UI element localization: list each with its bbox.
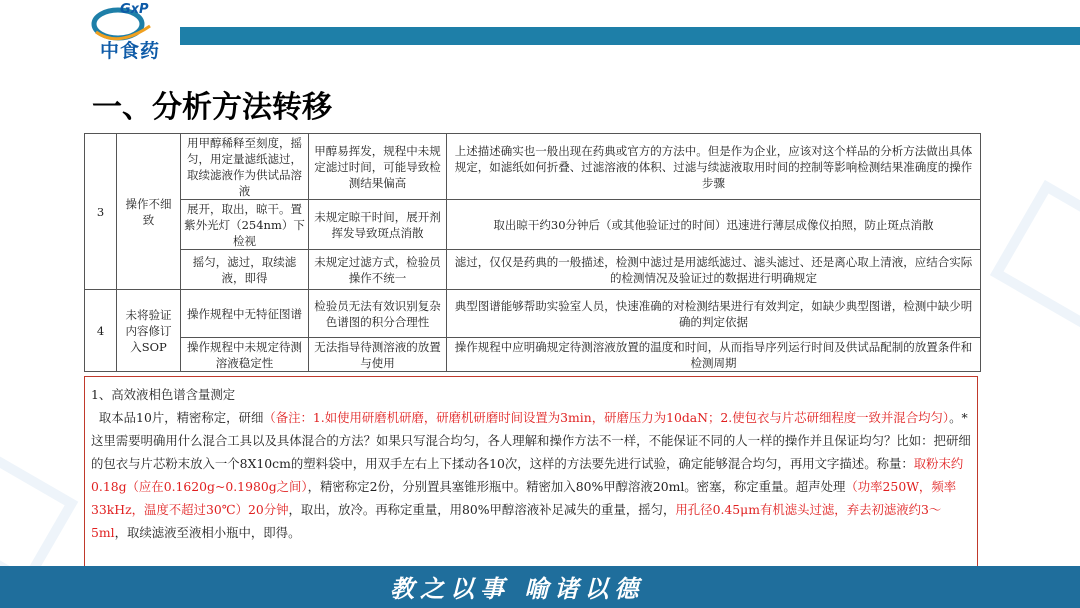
table-row — [85, 200, 981, 250]
table-row — [85, 250, 981, 290]
row-category: 操作不细致 — [117, 134, 181, 290]
table-cell: 用甲醇稀释至刻度，摇匀，用定量滤纸滤过，取续滤液作为供试品溶液 — [181, 134, 309, 200]
remark-text: ，取续滤液至液相小瓶中，即得。 — [114, 525, 301, 540]
table-row — [85, 338, 981, 372]
table-cell: 上述描述确实也一般出现在药典或官方的方法中。但是作为企业，应该对这个样品的分析方法做出具体规定，如滤纸如何折叠、过滤溶液的体积、过滤与续滤液取用时间的控制等影响检测结果准确度的操作步骤 — [447, 134, 981, 200]
hexagon-decoration — [990, 180, 1080, 330]
table-cell: 未规定晾干时间，展开剂挥发导致斑点消散 — [309, 200, 447, 250]
table-cell: 操作规程中应明确规定待测溶液放置的温度和时间，从而指导序列运行时间及供试品配制的放置条件和检测周期 — [447, 338, 981, 372]
table-row — [85, 290, 981, 338]
row-number: 3 — [85, 134, 117, 290]
table-cell: 检验员无法有效识别复杂色谱图的积分合理性 — [309, 290, 447, 338]
table-row — [85, 134, 981, 200]
remark-highlight: 用孔径0.45μm有机滤头过滤，弃去初滤液约3～5ml — [91, 502, 942, 540]
remark-highlight: （功率250W，频率33kHz，温度不超过30℃）20分钟 — [91, 479, 957, 517]
logo-gxp-text: GxP — [120, 2, 149, 17]
table-cell: 取出晾干约30分钟后（或其他验证过的时间）迅速进行薄层成像仪拍照，防止斑点消散 — [447, 200, 981, 250]
remark-text: 。*这里需要明确用什么混合工具以及具体混合的方法？如果只写混合均匀，各人理解和操作方法不一样，不能保证不同的人一样的操作并且保证均匀？比如：把研细的包衣与片芯粉末放入一个8X10cm的塑料袋中，用双手左右上下揉动各10次，这样的方法要先进行试验，确定能够混合均匀，再用文字描述。称量： — [91, 410, 971, 471]
issues-table — [84, 133, 981, 372]
remark-heading: 1、高效液相色谱含量测定 — [91, 387, 236, 402]
footer-slogan: 教之以事 喻诸以德 — [390, 574, 645, 603]
logo-cn-text: 中食药 — [100, 40, 161, 62]
table-cell: 展开，取出，晾干。置紫外光灯（254nm）下检视 — [181, 200, 309, 250]
remark-box — [84, 376, 978, 574]
table-cell: 操作规程中未规定待测溶液稳定性 — [181, 338, 309, 372]
row-category: 未将验证内容修订入SOP — [117, 290, 181, 372]
table-cell: 甲醇易挥发，规程中未规定滤过时间，可能导致检测结果偏高 — [309, 134, 447, 200]
remark-highlight: 取粉末约0.18g（应在0.1620g~0.1980g之间） — [91, 456, 964, 494]
remark-body — [91, 406, 971, 544]
table-cell: 摇匀，滤过，取续滤液，即得 — [181, 250, 309, 290]
table-cell: 未规定过滤方式，检验员操作不统一 — [309, 250, 447, 290]
row-number: 4 — [85, 290, 117, 372]
table-cell: 无法指导待测溶液的放置与使用 — [309, 338, 447, 372]
header-bar — [180, 27, 1080, 45]
table-cell: 操作规程中无特征图谱 — [181, 290, 309, 338]
remark-highlight: （备注：1.如使用研磨机研磨，研磨机研磨时间设置为3min，研磨压力为10daN；2.使包衣与片芯研细程度一致并混合均匀） — [263, 410, 950, 425]
remark-text: ，取出，放冷。再称定重量，用80%甲醇溶液补足减失的重量，摇匀， — [288, 502, 676, 517]
remark-text: 取本品10片，精密称定，研细 — [98, 410, 264, 425]
page-title: 一、分析方法转移 — [92, 90, 332, 125]
remark-text: ，精密称定2份，分别置具塞锥形瓶中。精密加入80%甲醇溶液20ml。密塞，称定重量。超声处理 — [307, 479, 846, 494]
table-cell: 典型图谱能够帮助实验室人员，快速准确的对检测结果进行有效判定，如缺少典型图谱，检测中缺少明确的判定依据 — [447, 290, 981, 338]
table-cell: 滤过，仅仅是药典的一般描述，检测中滤过是用滤纸滤过、滤头滤过、还是离心取上清液，应结合实际的检测情况及验证过的数据进行明确规定 — [447, 250, 981, 290]
